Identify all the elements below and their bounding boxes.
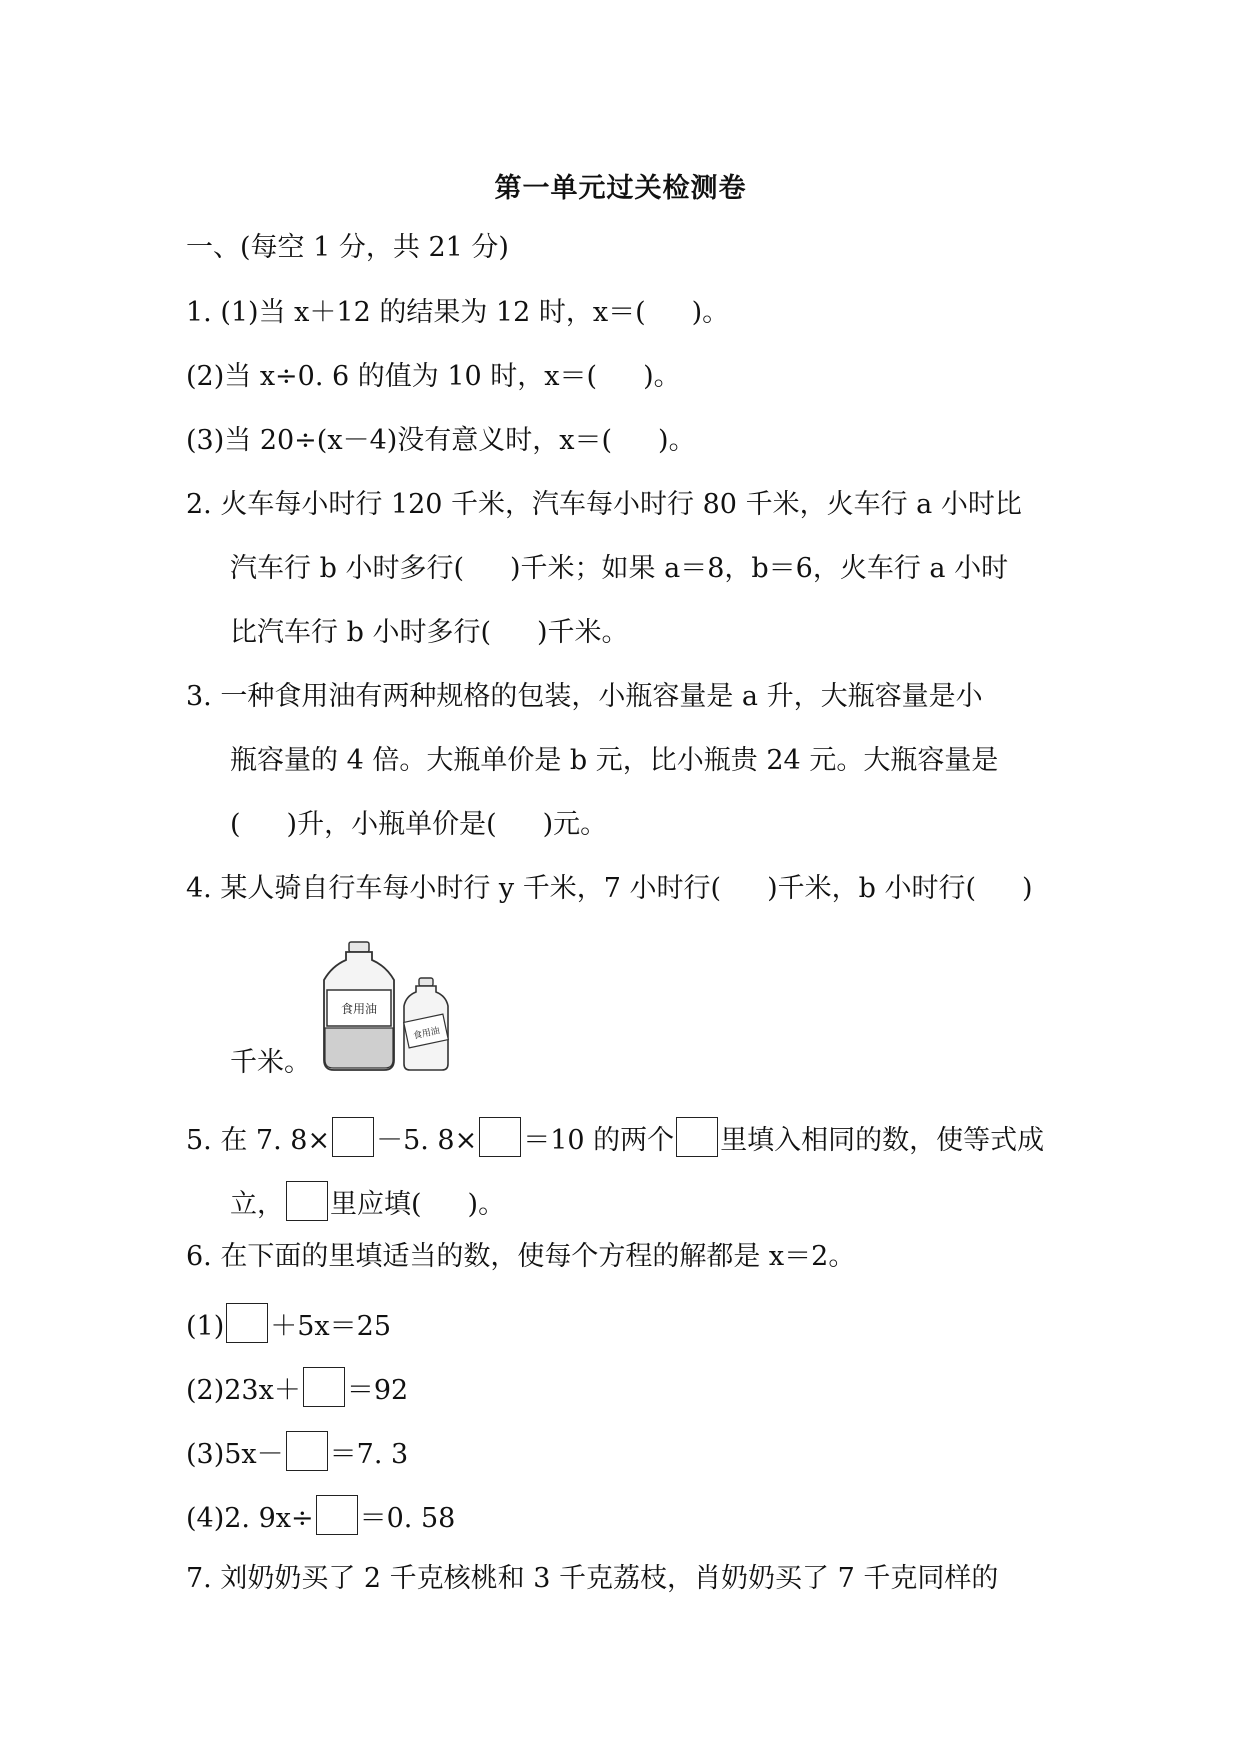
- question-2-line-1: 2. 火车每小时行 120 千米，汽车每小时行 80 千米，火车行 a 小时比: [186, 489, 1022, 520]
- big-bottle-label: 食用油: [340, 1002, 378, 1016]
- question-4-line-2: 千米。: [230, 1047, 311, 1078]
- question-5-line-2: 立， 里应填( )。: [230, 1181, 505, 1225]
- question-3-line-1: 3. 一种食用油有两种规格的包装，小瓶容量是 a 升，大瓶容量是小: [186, 681, 983, 712]
- page-title: 第一单元过关检测卷: [494, 173, 747, 204]
- question-3-line-3: ( )升，小瓶单价是( )元。: [230, 809, 608, 840]
- question-4-line-1: 4. 某人骑自行车每小时行 y 千米，7 小时行( )千米，b 小时行( ): [186, 873, 1033, 904]
- question-6-part-3: (3)5x－ ＝7. 3: [186, 1431, 408, 1475]
- answer-box: [332, 1117, 374, 1157]
- question-2-line-2: 汽车行 b 小时多行( )千米；如果 a＝8，b＝6，火车行 a 小时: [230, 553, 1009, 584]
- answer-box: [303, 1367, 345, 1407]
- question-6-part-1: (1) ＋5x＝25: [186, 1303, 391, 1347]
- small-oil-bottle-icon: [404, 978, 449, 1070]
- question-1-part-2: (2)当 x÷0. 6 的值为 10 时，x＝( )。: [186, 361, 681, 392]
- question-6-line-1: 6. 在下面的里填适当的数，使每个方程的解都是 x＝2。: [186, 1241, 856, 1272]
- question-6-part-2: (2)23x＋ ＝92: [186, 1367, 408, 1411]
- question-3-line-2: 瓶容量的 4 倍。大瓶单价是 b 元，比小瓶贵 24 元。大瓶容量是: [230, 745, 999, 776]
- answer-box: [676, 1117, 718, 1157]
- answer-box: [479, 1117, 521, 1157]
- question-1-part-1: 1. (1)当 x＋12 的结果为 12 时，x＝( )。: [186, 297, 730, 328]
- big-oil-bottle-icon: [324, 942, 394, 1070]
- question-7-line-1: 7. 刘奶奶买了 2 千克核桃和 3 千克荔枝，肖奶奶买了 7 千克同样的: [186, 1563, 999, 1594]
- oil-bottles-illustration: [322, 940, 472, 1075]
- question-6-part-4: (4)2. 9x÷ ＝0. 58: [186, 1495, 455, 1539]
- answer-box: [226, 1303, 268, 1343]
- question-5-line-1: 5. 在 7. 8× －5. 8× ＝10 的两个 里填入相同的数，使等式成: [186, 1117, 1044, 1161]
- answer-box: [316, 1495, 358, 1535]
- section-heading: 一、(每空 1 分，共 21 分): [186, 232, 509, 263]
- answer-box: [286, 1431, 328, 1471]
- question-1-part-3: (3)当 20÷(x－4)没有意义时，x＝( )。: [186, 425, 696, 456]
- small-bottle-label: 食用油: [412, 1026, 441, 1042]
- question-2-line-3: 比汽车行 b 小时多行( )千米。: [230, 617, 629, 648]
- answer-box: [286, 1181, 328, 1221]
